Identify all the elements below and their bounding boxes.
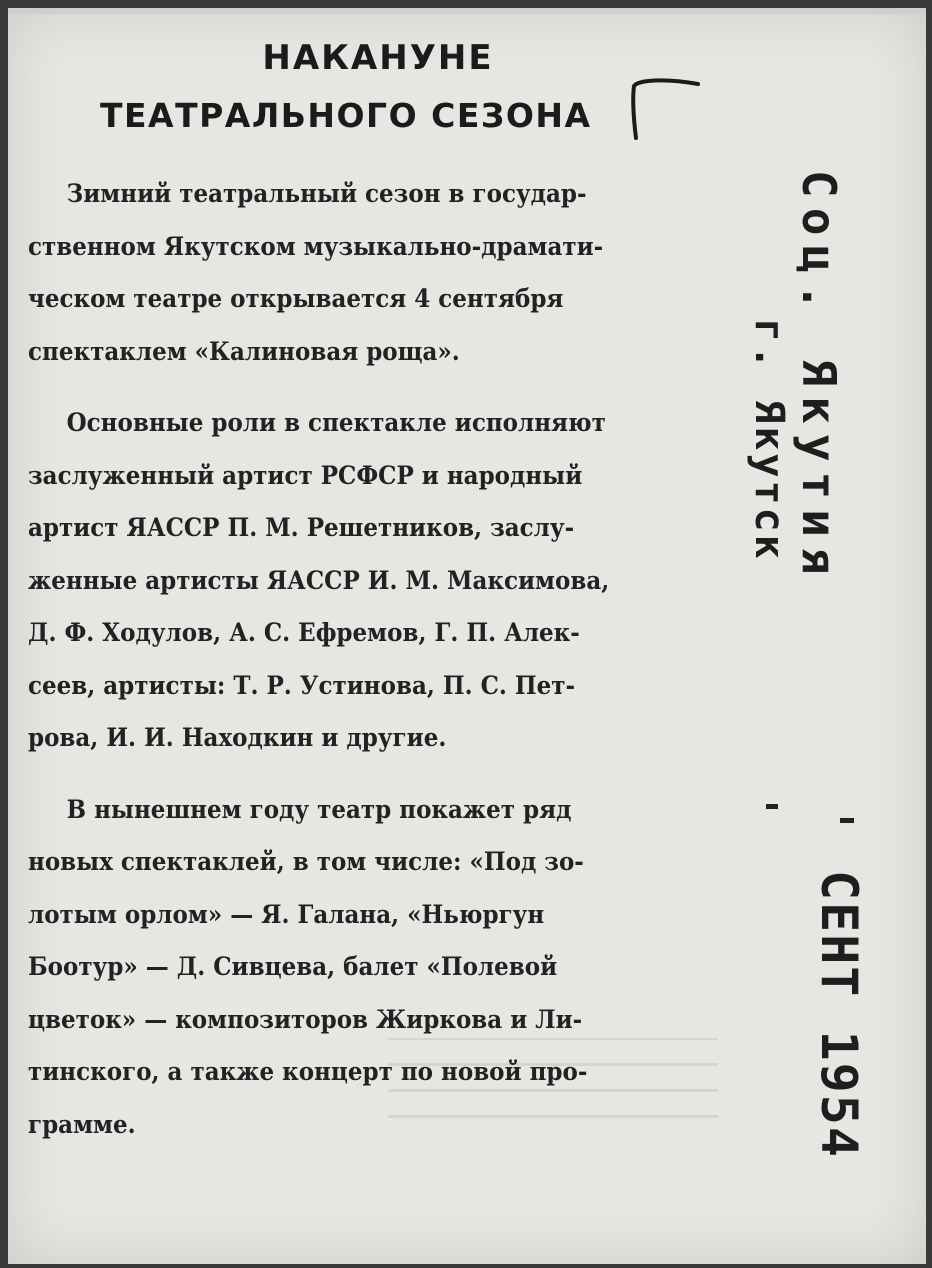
- article-body: [28, 168, 665, 1170]
- article-paragraph: Основные роли в спектакле исполняют заслуженный артист РСФСР и народный артист ЯАССР П. М. Решетников, заслу- женные артисты ЯАССР И. М. Максимова, Д. Ф. Ходулов, А. С. Ефремов, Г. П. Алек- сеев, артисты: Т. Р. Устинова, П. С. Пет- рова, И. И. Находкин и другие.: [28, 408, 610, 752]
- article-paragraph: Зимний театральный сезон в государ- ственном Якутском музыкально-драмати- ческом театре открывается 4 сентября спектаклем «Калиновая роща».: [28, 179, 604, 366]
- headline-line-1: НАКАНУНЕ: [262, 38, 494, 78]
- stamp-dash: [840, 818, 854, 823]
- pen-mark-icon: [594, 72, 704, 142]
- article-paragraph: В нынешнем году театр покажет ряд новых спектаклей, в том числе: «Под зо- лотым орлом» — Я. Галана, «Ньюргун Боотур» — Д. Сивцева, балет «Полевой цветок» — композиторов Жиркова и Ли- тинского, а также концерт по новой про- грамме.: [28, 794, 588, 1139]
- stamp-dash: [766, 804, 778, 809]
- stamp-date: СЕНТ 1954: [810, 870, 868, 1159]
- stamp-city: г. Якутск: [746, 318, 792, 562]
- headline-line-2: ТЕАТРАЛЬНОГО СЕЗОНА: [100, 96, 592, 135]
- bleed-through-text: [388, 1038, 718, 1118]
- top-edge: [8, 8, 926, 14]
- newspaper-clipping: [8, 8, 926, 1264]
- stamp-newspaper-name: Соц. Якутия: [792, 170, 846, 585]
